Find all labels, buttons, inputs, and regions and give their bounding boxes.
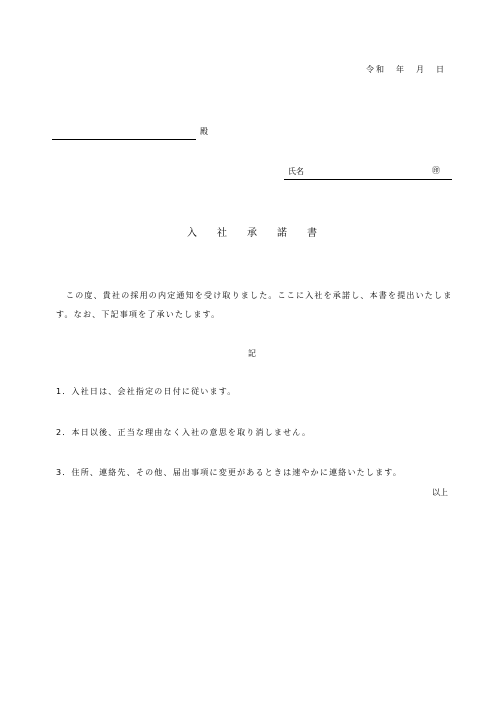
list-item: 3．住所、連絡先、その他、届出事項に変更があるときは速やかに連絡いたします。 [56, 468, 403, 477]
ki-heading: 記 [248, 349, 256, 358]
list-item: 2．本日以後、正当な理由なく入社の意思を取り消しません。 [56, 428, 312, 437]
date-month-unit: 月 [416, 65, 426, 74]
closing-mark: 以上 [432, 488, 448, 497]
signer-name-label: 氏名 [288, 167, 304, 176]
date-line [366, 64, 446, 75]
seal-icon: ㊞ [432, 166, 440, 175]
addressee-blank-line [52, 139, 196, 140]
addressee-suffix: 殿 [200, 127, 208, 136]
document-title: 入社承諾書 [187, 228, 337, 239]
body-paragraph: この度、貴社の採用の内定通知を受け取りました。ここに入社を承諾し、本書を提出いたします。なお、下記事項を了承いたします。 [56, 291, 453, 319]
date-day-unit: 日 [436, 65, 446, 74]
date-era: 令和 [366, 65, 386, 74]
list-item: 1．入社日は、会社指定の日付に従います。 [56, 387, 237, 396]
date-year-unit: 年 [396, 65, 406, 74]
signer-name-underline [284, 179, 452, 180]
